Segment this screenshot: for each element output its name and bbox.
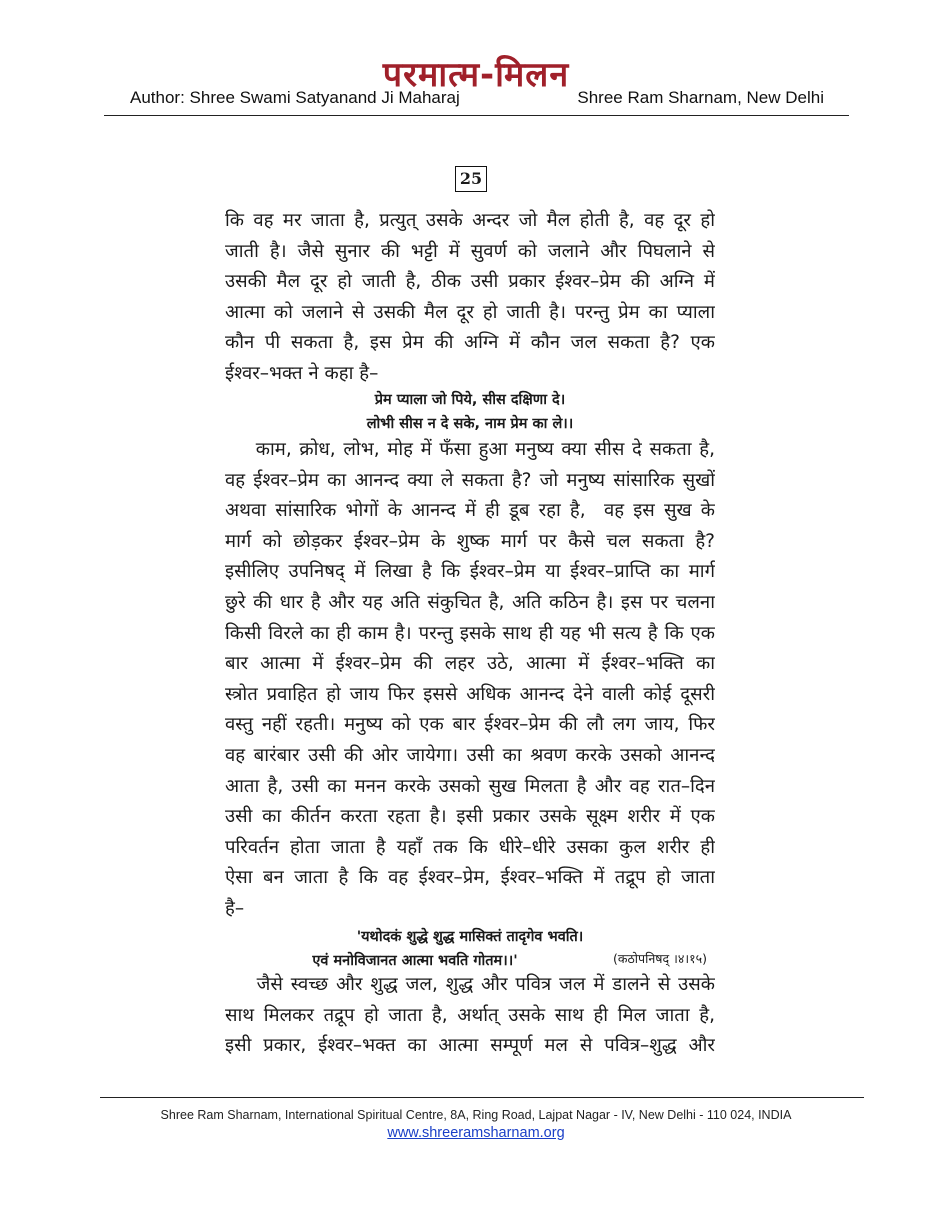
footer-website [0,1125,952,1141]
text-line: काम, क्रोध, लोभ, मोह में फँसा हुआ मनुष्य क्या सीस दे सकता है, [225,439,715,460]
page-number: 25 [455,166,487,192]
text-line: आत्मा को जलाने से उसकी मैल दूर हो जाती है। परन्तु प्रेम का प्याला [225,301,715,323]
paragraph-3 [225,970,715,1062]
text-line: ईश्वर–भक्त ने कहा है– [225,362,379,384]
text-line: परिवर्तन होता जाता है यहाँ तक कि धीरे–धीरे उसका कुल शरीर ही [225,836,715,858]
verse-line: प्रेम प्याला जो पिये, सीस दक्षिणा दे। [374,392,566,408]
website-link[interactable]: www.shreeramsharnam.org [387,1125,565,1141]
text-line: अथवा सांसारिक भोगों के आनन्द में ही डूब रहा है, वह इस सुख के [225,500,715,522]
text-line: इसीलिए उपनिषद् में लिखा है कि ईश्वर–प्रेम या ईश्वर–प्राप्ति का मार्ग [225,561,715,583]
header-divider [104,115,849,116]
book-title: परमात्म-मिलन [382,55,570,95]
text-line: उसकी मैल दूर हो जाती है, ठीक उसी प्रकार ईश्वर–प्रेम की अग्नि में [225,271,715,293]
text-line: आता है, उसी का मनन करके उसको सुख मिलता है और वह रात–दिन [225,775,715,797]
text-line: ऐसा बन जाता है कि वह ईश्वर–प्रेम, ईश्वर–भक्ति में तद्रूप हो जाता [225,867,715,889]
text-line: कि वह मर जाता है, प्रत्युत् उसके अन्दर जो मैल होती है, वह दूर हो [225,210,715,231]
footer-divider [100,1097,864,1098]
verse-line: लोभी सीस न दे सके, नाम प्रेम का ले।। [366,416,574,432]
text-line: इसी प्रकार, ईश्वर–भक्त का आत्मा सम्पूर्ण मल से पवित्र–शुद्ध और [225,1035,715,1057]
citation: (कठोपनिषद् ।४।१५) [613,951,707,966]
text-line: मार्ग को छोड़कर ईश्वर–प्रेम के शुष्क मार्ग पर कैसे चल सकता है? [225,530,715,552]
text-line: वह बारंबार उसी की ओर जायेगा। उसी का श्रवण करके उसको आनन्द [225,744,715,766]
text-line: छुरे की धार है और यह अति संकुचित है, अति कठिन है। इस पर चलना [225,591,715,613]
publisher-line: Shree Ram Sharnam, New Delhi [577,88,824,107]
text-line: साथ मिलकर तद्रूप हो जाता है, अर्थात् उसके साथ ही मिल जाता है, [225,1004,715,1026]
footer-address: Shree Ram Sharnam, International Spiritual Centre, 8A, Ring Road, Lajpat Nagar - IV, New Delhi - 110 024, INDIA [160,1108,792,1122]
paragraph-1 [225,206,715,390]
author-line: Author: Shree Swami Satyanand Ji Maharaj [130,88,460,107]
text-line: है– [225,897,245,919]
verse-1 [225,388,715,436]
text-line: वस्तु नहीं रहती। मनुष्य को एक बार ईश्वर–प्रेम की लौ लग जाय, फिर [225,714,715,736]
text-line: जैसे स्वच्छ और शुद्ध जल, शुद्ध और पवित्र जल में डालने से उसके [225,974,715,995]
text-line: बार आत्मा में ईश्वर–प्रेम की लहर उठे, आत्मा में ईश्वर–भक्ति का [225,653,715,675]
text-line: किसी विरले का ही काम है। परन्तु इसके साथ ही यह भी सत्य है कि एक [225,622,715,644]
text-line: उसी का कीर्तन करता रहता है। इसी प्रकार उसके सूक्ष्म शरीर में एक [225,806,715,828]
paragraph-2 [225,435,715,925]
verse-line: एवं मनोविजानत आत्मा भवति गोतम।।' [312,953,518,969]
text-line: कौन पी सकता है, इस प्रेम की अग्नि में कौन जल सकता है? एक [225,332,715,354]
verse-line: 'यथोदकं शुद्धे शुद्ध मासिक्तं तादृगेव भवति। [356,929,584,945]
text-line: जाती है। जैसे सुनार की भट्टी में सुवर्ण को जलाने और पिघलाने से [225,240,715,262]
text-line: वह ईश्वर–प्रेम का आनन्द क्या ले सकता है? जो मनुष्य सांसारिक सुखों [225,469,715,491]
text-line: स्त्रोत प्रवाहित हो जाय फिर इससे अधिक आनन्द देने वाली कोई दूसरी [225,683,715,705]
